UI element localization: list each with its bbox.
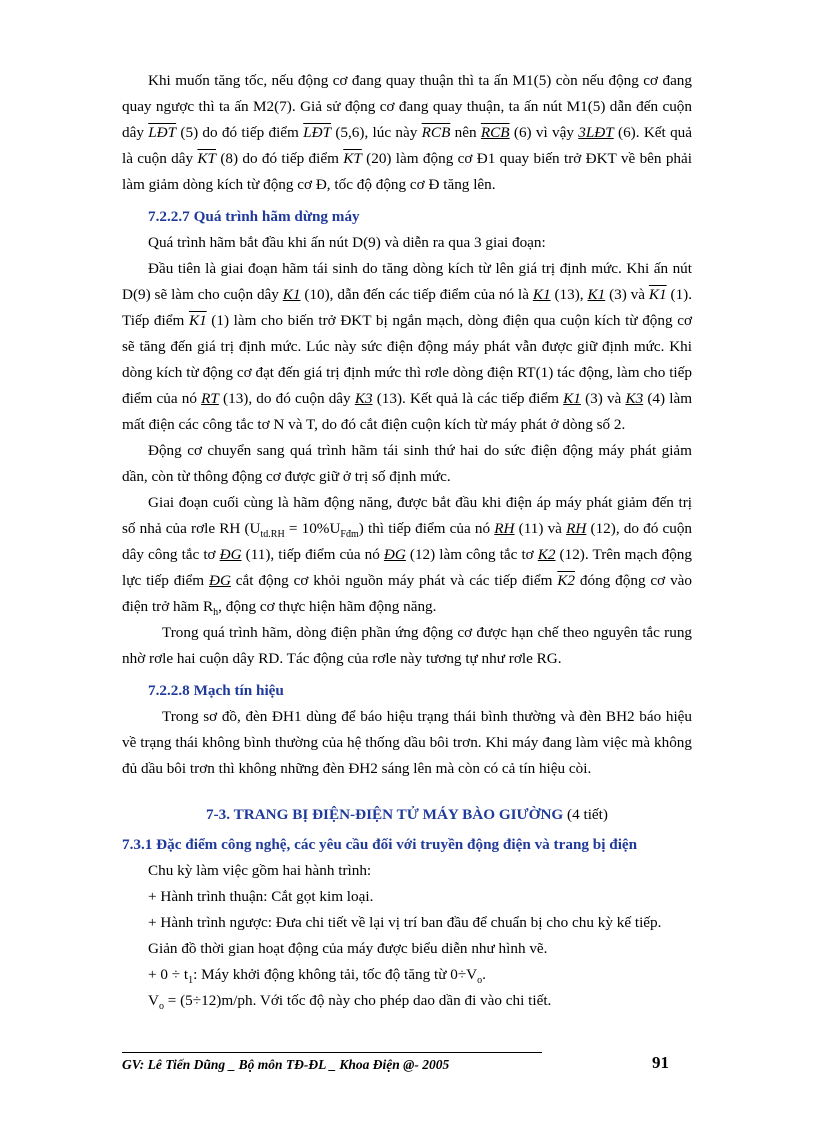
symbol-rh: RH [494, 520, 515, 537]
paragraph-braking-stage3: Giai đoạn cuối cùng là hãm động năng, được bắt đầu khi điện áp máy phát giảm đến trị số nhả của rơle RH $(U_{td.RH} = 10\%U_{Fđm})$ thì tiếp điểm của nó RH (11) và RH (12), do đó cuộn dây công tắc tơ ĐG (11), tiếp điểm của nó ĐG (12) làm công tắc tơ K2 (12). Trên mạch động lực tiếp điểm ĐG cắt động cơ khỏi nguồn máy phát và các tiếp điểm K2 đóng động cơ vào điện trở hãm $R_h$, động cơ thực hiện hãm động năng. [122, 494, 693, 619]
symbol-rt: RT [201, 390, 219, 407]
list-line-forward: + Hành trình thuận: Cắt gọt kim loại. [148, 888, 374, 905]
paragraph-braking-intro: Quá trình hãm bắt đầu khi ấn nút D(9) và diễn ra qua 3 giai đoạn: [148, 234, 546, 251]
list-line-startup: + $0 \div t_1$: Máy khởi động không tải, tốc độ tăng từ $0\div V_o$. [148, 966, 486, 987]
subscript: Fđm [340, 529, 359, 541]
footer-author: GV: Lê Tiến Dũng _ Bộ môn TĐ-ĐL _ Khoa Điện @- 2005 [122, 1057, 450, 1072]
symbol-k1: K1 [587, 286, 606, 303]
list-line-reverse: + Hành trình ngược: Đưa chi tiết về lại vị trí ban đầu để chuẩn bị cho chu kỳ kế tiếp. [148, 914, 662, 931]
symbol-ldt-contact: $\overline{LĐT}$ [303, 124, 332, 141]
subscript: td.RH [260, 529, 285, 541]
heading-section-7-3: 7-3. TRANG BỊ ĐIỆN-ĐIỆN TỬ MÁY BÀO GIƯỜNG (4 tiết) [206, 806, 608, 823]
symbol-kt-contact: $\overline{KT}$ [343, 150, 362, 167]
symbol-dg: ĐG [383, 546, 406, 563]
paragraph-signal: Trong sơ đồ, đèn ĐH1 dùng để báo hiệu trạng thái bình thường và đèn BH2 báo hiệu về trạng thái không bình thường của hệ thống dầu bôi trơn. Khi máy đang làm việc mà không đủ dầu bôi trơn thì không những đèn ĐH2 sáng lên mà còn có cả tín hiệu còi. [122, 708, 692, 777]
heading-7228: 7.2.2.8 Mạch tín hiệu [148, 682, 284, 699]
page-content [122, 68, 692, 1014]
page-number: 91 [652, 1053, 669, 1072]
list-line-cycle: Chu kỳ làm việc gồm hai hành trình: [148, 862, 372, 879]
subscript: o [477, 975, 483, 987]
symbol-k3: K3 [625, 390, 644, 407]
paragraph-braking-stage1: Đầu tiên là giai đoạn hãm tái sinh do tăng dòng kích từ lên giá trị định mức. Khi ấn nút D(9) sẽ làm cho cuộn dây K1 (10), dẫn đến các tiếp điểm của nó là K1 (13), K1 (3) và K1 (1). Tiếp điểm K1 (1) làm cho biến trở ĐKT bị ngắn mạch, dòng điện qua cuộn kích từ động cơ sẽ tăng đến giá trị định mức. Lúc này sức điện động máy phát vẫn được giữ định mức. Khi dòng kích từ động cơ đạt đến giá trị định mức thì rơle dòng điện RT(1) tác động, làm cho tiếp điểm của nó RT (13), do đó cuộn dây K3 (13). Kết quả là các tiếp điểm K1 (3) và K3 (4) làm mất điện các công tắc tơ N và T, do đó cắt điện cuộn kích từ máy phát ở dòng số 2. [122, 260, 693, 433]
symbol-k1: K1 [532, 286, 551, 303]
symbol-3ldt: 3LĐT [578, 124, 614, 141]
symbol-k1: K1 [282, 286, 301, 303]
symbol-ldt-coil: $\overline{LĐT}$ [148, 124, 177, 141]
subscript: h [213, 607, 219, 619]
subscript: 1 [188, 975, 194, 987]
paragraph-braking-rd: Trong quá trình hãm, dòng điện phần ứng động cơ được hạn chế theo nguyên tắc rung nhờ rơle hai cuộn dây RD. Tác động của rơle này tương tự như rơle RG. [122, 624, 692, 667]
symbol-rh: RH [566, 520, 587, 537]
symbol-k1-bar: K1 [648, 286, 667, 303]
symbol-k2: K2 [537, 546, 556, 563]
symbol-rcb-contact: RCB [480, 124, 510, 141]
heading-7227: 7.2.2.7 Quá trình hãm dừng máy [148, 208, 360, 225]
symbol-k3: K3 [354, 390, 373, 407]
paragraph-braking-stage2: Động cơ chuyển sang quá trình hãm tái sinh thứ hai do sức điện động máy phát giảm dần, còn từ thông động cơ được giữ ở trị số định mức. [122, 442, 692, 485]
paragraph-speed-up: Khi muốn tăng tốc, nếu động cơ đang quay thuận thì ta ấn M1(5) còn nếu động cơ đang quay ngược thì ta ấn M2(7). Giả sử động cơ đang quay thuận, ta ấn nút M1(5) dẫn đến cuộn dây $\overline{LĐT}$ (5) do đó tiếp điểm $\overline{LĐT}$ (5,6), lúc này $\overline{RCB}$ nên RCB (6) vì vậy 3LĐT (6). Kết quả là cuộn dây $\overline{KT}$ (8) do đó tiếp điểm $\overline{KT}$ (20) làm động cơ Đ1 quay biến trở ĐKT về bên phải làm giảm dòng kích từ động cơ Đ, tốc độ động cơ Đ tăng lên. [122, 72, 692, 193]
symbol-dg: ĐG [219, 546, 242, 563]
list-line-vo: $V_o = (5\div 12)m/ph$. Với tốc độ này cho phép dao dần đi vào chi tiết. [148, 992, 552, 1013]
symbol-k1-bar: K1 [188, 312, 207, 329]
list-line-diagram: Giản đồ thời gian hoạt động của máy được biểu diễn như hình vẽ. [148, 940, 548, 957]
symbol-rcb: $\overline{RCB}$ [421, 124, 451, 141]
heading-7-3-1: 7.3.1 Đặc điểm công nghệ, các yêu cầu đối với truyền động điện và trang bị điện [122, 836, 638, 853]
symbol-dg: ĐG [208, 572, 231, 589]
symbol-kt-coil: $\overline{KT}$ [197, 150, 216, 167]
symbol-k2-bar: K2 [557, 572, 576, 589]
subscript: o [158, 1001, 164, 1013]
symbol-k1: K1 [563, 390, 581, 407]
footer-divider [122, 1052, 542, 1053]
